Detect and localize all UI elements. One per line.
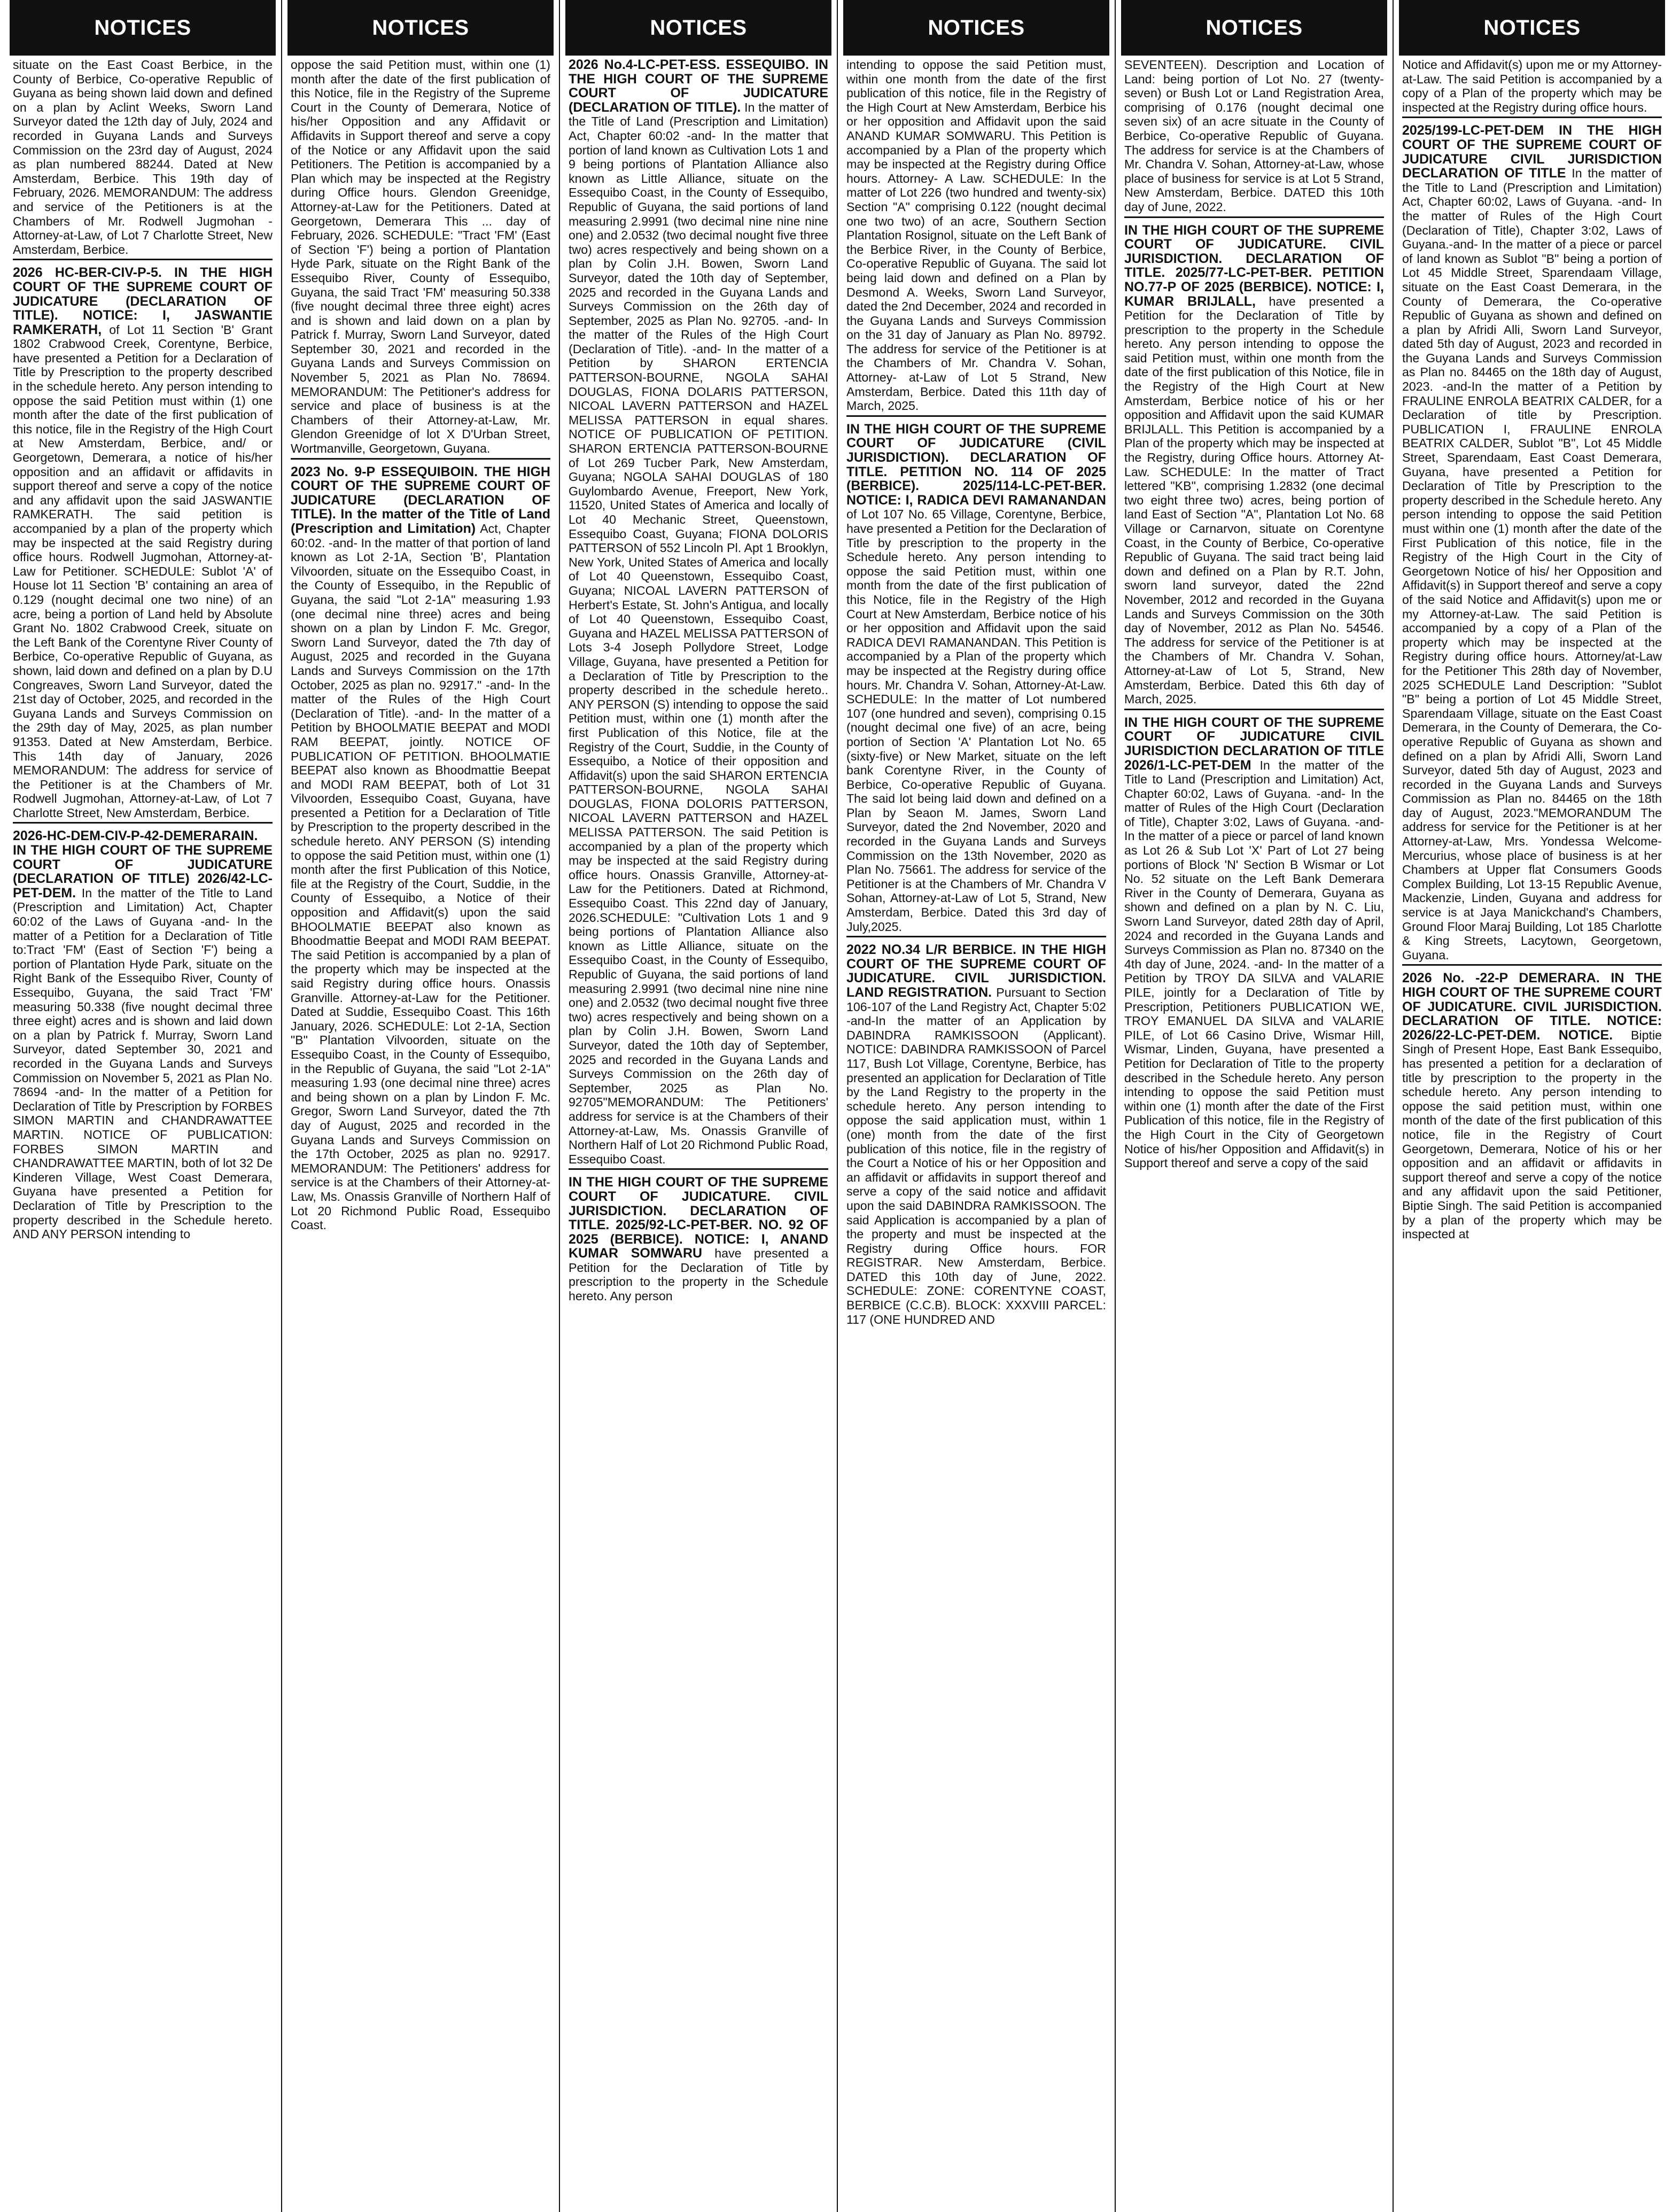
column-header: NOTICES [843,0,1109,56]
legal-notice [1124,58,1384,218]
notices-column-5 [1121,0,1387,2212]
notice-title: 2026 No.4-LC-PET-ESS. ESSEQUIBO. IN THE HIGH COURT OF THE SUPREME COURT OF JUDICATURE (DECLARATION OF TITLE). [569,57,828,115]
notices-column-3 [565,0,831,2212]
legal-notice [1402,971,1662,1243]
notice-title: IN THE HIGH COURT OF THE SUPREME COURT OF JUDICATURE CIVIL JURISDICTION DECLARATION OF TITLE 2026/1-LC-PET-DEM [1124,715,1384,773]
column-body [287,56,554,1235]
legal-notice [569,58,828,1170]
notice-title: 2022 NO.34 L/R BERBICE. IN THE HIGH COURT OF THE SUPREME COURT OF JUDICATURE. CIVIL JURISDICTION. LAND REGISTRATION. [846,942,1106,1000]
column-header: NOTICES [1399,0,1665,56]
column-divider [1115,0,1116,2212]
notice-text: situate on the East Coast Berbice, in the County of Berbice, Co-operative Republic of Guyana as being shown laid down and defined on a plan by Aclint Weeks, Sworn Land Surveyor dated the 12th day of July, 2024 and recorded in Guyana Lands and Surveys Commission on the 23rd day of August, 2024 as plan numbered 88244. Dated at New Amsterdam, Berbice. This 19th day of February, 2026. MEMORANDUM: The address and service of the Petitioners is at the Chambers of Mr. Rodwell Jugmohan - Attorney-at-Law, of Lot 7 Charlotte Street, New Amsterdam, Berbice. [13,58,273,257]
column-divider [559,0,560,2212]
legal-notice [846,422,1106,937]
legal-notice [846,58,1106,417]
notice-text: In the matter of the Title of Land (Prescription and Limitation) Act, Chapter 60:02 -and- In the matter that portion of land known as Cultivation Lots 1 and 9 being portions of Plantation Alliance also known as Little Alliance, situate on the Essequibo Coast, in the County of Essequibo, Republic of Guyana, the said portions of land measuring 2.9991 (two decimal nine nine nine one) and 2.0532 (two decimal nought five three two) acres respectively and being shown on a plan by Colin J.H. Bowen, Sworn Land Surveyor, dated the 10th day of September, 2025 and recorded in the Guyana Lands and Surveys Commission on the 26th day of September, 2025 as Plan No. 92705. -and- In the matter of the Rules of the High Court (Declaration of Title). -and- In the matter of a Petition by SHARON ERTENCIA PATTERSON-BOURNE, NGOLA SAHAI DOUGLAS, FIONA DOLARIS PATTERSON, NICOAL LAVERN PATTERSON and HAZEL MELISSA PATTERSON in equal shares. NOTICE OF PUBLICATION OF PETITION. SHARON ERTENCIA PATTERSON-BOURNE of Lot 269 Tucber Park, New Amsterdam, Guyana; NGOLA SAHAI DOUGLAS of 180 Guylombardo Avenue, Freeport, New York, 11520, United States of America and locally of Lot 40 Mechanic Street, Queenstown, Essequibo Coast, Guyana; FIONA DOLORIS PATTERSON of 552 Lincoln Pl. Apt 1 Brooklyn, New York, United States of America and locally of Lot 40 Queenstown, Essequibo Coast, Guyana; NICOAL LAVERN PATTERSON of Herbert's Estate, St. John's Antigua, and locally of Lot 40 Queenstown, Essequibo Coast, Guyana and HAZEL MELISSA PATTERSON of Lots 3-4 Joseph Pollydore Street, Lodge Village, Guyana, have presented a Petition for a Declaration of Title by Prescription to the property described in the schedule hereto.. ANY PERSON (S) intending to oppose the said Petition must, within one (1) month after the first Publication of this Notice, file at the Registry of the Court, Suddie, in the County of Essequibo, a Notice of their opposition and Affidavit(s) upon the said SHARON ERTENCIA PATTERSON-BOURNE, NGOLA SAHAI DOUGLAS, FIONA DOLORIS PATTERSON, NICOAL LAVERN PATTERSON and HAZEL MELISSA PATTERSON. The said Petition is accompanied by a plan of the property which may be inspected at the said Registry during office hours. Onassis Granville, Attorney-at-Law for the Petitioners. Dated at Richmond, Essequibo Coast. This 22nd day of January, 2026.SCHEDULE: "Cultivation Lots 1 and 9 being portions of Plantation Alliance also known as Little Alliance, situate on the Essequibo Coast, in the County of Essequibo, Republic of Guyana, the said portions of land measuring 2.9991 (two decimal nine nine nine one) and 2.0532 (two decimal nought five three two) acres respectively and being shown on a plan by Colin J.H. Bowen, Sworn Land Surveyor, dated the 10th day of September, 2025 and recorded in the Guyana Lands and Surveys Commission on the 26th day of September, 2025 as Plan No. 92705"MEMORANDUM: The Petitioners' address for service is at the Chambers of their Attorney-at-Law, Ms. Onassis Granville of Northern Half of Lot 20 Richmond Public Road, Essequibo Coast. [569,100,828,1166]
notice-text: have presented a Petition for the Declaration of Title by prescription to the property in the Schedule hereto. Any person [569,1246,828,1303]
legal-notice [13,58,273,260]
notices-column-2 [287,0,554,2212]
notice-title: IN THE HIGH COURT OF THE SUPREME COURT OF JUDICATURE. CIVIL JURISDICTION. DECLARATION OF TITLE. 2025/92-LC-PET-BER. NO. 92 OF 2025 (BERBICE). NOTICE: I, ANAND KUMAR SOMWARU [569,1175,828,1261]
legal-notice [1402,123,1662,966]
column-header: NOTICES [565,0,831,56]
notice-text: intending to oppose the said Petition must, within one month from the date of the first publication of this notice, file in the Registry of the High Court at New Amsterdam, Berbice his or her opposition and Affidavit upon the said ANAND KUMAR SOMWARU. This Petition is accompanied by a Plan of the property which may be inspected at the Registry during Office hours. Attorney- A Law. SCHEDULE: In the matter of Lot 226 (two hundred and twenty-six) Section "A" comprising 0.122 (nought decimal one two two) of an acre, Southern Section Plantation Rosignol, situate on the Left Bank of the Berbice River, in the County of Berbice, Co-operative Republic of Guyana. The said lot being laid down and defined on a Plan by Desmond A. Weeks, Sworn Land Surveyor, dated the 2nd December, 2024 and recorded in the Guyana Lands and Surveys Commission on the 31 day of January as Plan No. 89792. The address for service of the Petitioner is at the Chambers of Mr. Chandra V. Sohan, Attorney- at-Law of Lot 5 Strand, New Amsterdam, Berbice. Dated this 11th day of March, 2025. [846,58,1106,413]
column-divider [281,0,282,2212]
column-body [1121,56,1387,1173]
notice-title: IN THE HIGH COURT OF THE SUPREME COURT OF JUDICATURE. CIVIL JURISDICTION. DECLARATION OF TITLE. 2025/77-LC-PET-BER. PETITION NO.77-P OF 2025 (BERBICE). NOTICE: I, KUMAR BRIJLALL, [1124,222,1384,309]
notices-column-6 [1399,0,1665,2212]
legal-notice [291,58,550,460]
notice-text: of Lot 107 No. 65 Village, Corentyne, Berbice, have presented a Petition for the Declaration of Title by prescription to the property in the Schedule hereto. Any person intending to oppose the said Petition must, within one month from the date of the first publication of this Notice, file in the Registry of the High Court at New Amsterdam, Berbice notice of his or her opposition and Affidavit upon the said RADICA DEVI RAMANANDAN. This Petition is accompanied by a Plan of the property which may be inspected at the Registry during office hours. Mr. Chandra V. Sohan, Attorney-At-Law. SCHEDULE: In the matter of Lot numbered 107 (one hundred and seven), comprising 0.15 (nought decimal one five) of an acre, being portion of Section 'A' Plantation Lot No. 65 (sixty-five) or New Market, situate on the left bank Corentyne River, in the County of Berbice, Co-operative Republic of Guyana. The said lot being laid down and defined on a Plan by Seaon M. James, Sworn Land Surveyor, dated the 2nd November, 2020 and recorded in the Guyana Lands and Surveys Commission on the 13th November, 2020 as Plan No. 75661. The address for service of the Petitioner is at the Chambers of Mr. Chandra V Sohan, Attorney-at-Law of Lot 5, Strand, New Amsterdam, Berbice. Dated this 3rd day of July,2025. [846,507,1106,934]
legal-notice [13,266,273,824]
notice-text: Notice and Affidavit(s) upon me or my Attorney-at-Law. The said Petition is accompanied by a copy of a Plan of the property which may be inspected at the Registry during office hours. [1402,58,1662,114]
legal-notice [569,1175,828,1305]
legal-notice [1402,58,1662,118]
notice-text: Biptie Singh of Present Hope, East Bank Essequibo, has presented a petition for a declaration of title by prescription to the property in the schedule hereto. Any person intending to oppose the said petition must, within one month of the date of the first publication of this notice, file in the Registry of Court Georgetown, Demerara, Notice of his or her opposition and an affidavit or affidavits in support thereof and serve a copy of the notice and any affidavit upon the said Petitioner, Biptie Singh. The said Petition is accompanied by a plan of the property which may be inspected at [1402,1028,1662,1241]
notice-title: 2025/199-LC-PET-DEM IN THE HIGH COURT OF THE SUPREME COURT OF JUDICATURE CIVIL JURISDICTION DECLARATION OF TITLE [1402,123,1662,181]
column-body [1399,56,1665,1244]
notice-text: Act, Chapter 60:02. -and- In the matter of that portion of land known as Lot 2-1A, Section 'B', Plantation Vilvoorden, situate on the Essequibo Coast, in the County of Essequibo, in the Republic of Guyana, the said "Lot 2-1A" measuring 1.93 (one decimal nine three) acres and being shown on a plan by Lindon F. Mc. Gregor, Sworn Land Surveyor, dated the 7th day of August, 2025 and recorded in the Guyana Lands and Surveys Commission on the 17th October, 2025 as plan no. 92917." -and- In the matter of the Rules of the High Court (Declaration of Title). -and- In the matter of a Petition by BHOOLMATIE BEEPAT and MODI RAM BEEPAT, jointly. NOTICE OF PUBLICATION OF PETITION. BHOOLMATIE BEEPAT also known as Bhoodmattie Beepat and MODI RAM BEEPAT, both of Lot 31 Vilvoorden, Essequibo Coast, Guyana, have presented a Petition for a Declaration of Title by Prescription to the property described in the schedule hereto. ANY PERSON (S) intending to oppose the said Petition must, within one (1) month after the first Publication of this Notice, file at the Registry of the Court, Suddie, in the County of Essequibo, a Notice of their opposition and Affidavit(s) upon the said BHOOLMATIE BEEPAT also known as Bhoodmattie Beepat and MODI RAM BEEPAT. The said Petition is accompanied by a plan of the property which may be inspected at the said Registry during office hours. Onassis Granville. Attorney-at-Law for the Petitioner. Dated at Suddie, Essequibo Coast. This 16th January, 2026. SCHEDULE: Lot 2-1A, Section "B" Plantation Vilvoorden, situate on the Essequibo Coast, in the County of Essequibo, in the Republic of Guyana, the said "Lot 2-1A" measuring 1.93 (one decimal nine three) acres and being shown on a plan by Lindon F. Mc. Gregor, Sworn Land Surveyor, dated the 7th day of August, 2025 and recorded in the Guyana Lands and Surveys Commission on the 17th October, 2025 as plan no. 92917. MEMORANDUM: The Petitioners' address for service is at the Chambers of their Attorney-at-Law, Ms. Onassis Granville of Northern Half of Lot 20 Richmond Public Road, Essequibo Coast. [291,522,550,1232]
column-header: NOTICES [287,0,554,56]
column-header: NOTICES [1121,0,1387,56]
column-divider [837,0,838,2212]
column-header: NOTICES [10,0,276,56]
notice-text: In the matter of the Title to Land (Prescription and Limitation) Act, Chapter 60:02 of the Laws of Guyana -and- In the matter of a Petition for a Declaration of Title to:Tract 'FM' (East of Section 'F') being a portion of Plantation Hyde Park, situate on the Right Bank of the Essequibo River, County of Essequibo, Guyana, the said Tract 'FM' measuring 50.338 (five nought decimal three three eight) acres and is shown and laid down on a plan by Patrick f. Murray, Sworn Land Surveyor, dated September 30, 2021 and recorded in the Guyana Lands and Surveys Commission on November 5, 2021 as Plan No. 78694 -and- In the matter of a Petition for Declaration of Title by Prescription by FORBES SIMON MARTIN and CHANDRAWATTEE MARTIN. NOTICE OF PUBLICATION: FORBES SIMON MARTIN and CHANDRAWATTEE MARTIN, both of lot 32 De Kinderen Village, West Coast Demerara, Guyana have presented a Petition for Declaration of Title by Prescription to the property described in the Schedule hereto. AND ANY PERSON intending to [13,886,273,1241]
legal-notice [1124,716,1384,1173]
notices-column-4 [843,0,1109,2212]
legal-notice [291,465,550,1235]
notices-column-1 [10,0,276,2212]
notice-text: oppose the said Petition must, within one (1) month after the date of the first publication of this Notice, file in the Registry of the Supreme Court in the County of Demerara, Notice of his/her Opposition and any Affidavit or Affidavits in Support thereof and serve a copy of the Notice or any Affidavit upon the said Petitioners. The Petition is accompanied by a Plan which may be inspected at the Registry during Office hours. Glendon Greenidge, Attorney-at-Law for the Petitioners. Dated at Georgetown, Demerara This ... day of February, 2026. SCHEDULE: "Tract 'FM' (East of Section 'F') being a portion of Plantation Hyde Park, situate on the Right Bank of the Essequibo River, County of Essequibo, Guyana, the said Tract 'FM' measuring 50.338 (five nought decimal three three eight) acres and is shown and laid down on a plan by Patrick f. Murray, Sworn Land Surveyor, dated September 30, 2021 and recorded in the Guyana Lands and Surveys Commission on November 5, 2021 as Plan No. 78694. MEMORANDUM: The Petitioner's address for service and place of business is at the Chambers of their Attorney-at-Law, Mr. Glendon Greenidge of lot X D'Urban Street, Wortmanville, Georgetown, Guyana. [291,58,550,456]
notice-text: of Lot 11 Section 'B' Grant 1802 Crabwood Creek, Corentyne, Berbice, have presented a Petition for a Declaration of Title by Prescription to the property described in the schedule hereto. Any person intending to oppose the said Petition must within (1) one month after the date of the first publication of this notice, file in the Registry of the High Court at New Amsterdam, Berbice, and/ or Georgetown, Demerara, a notice of his/her opposition and an affidavit or affidavits in support thereof and serve a copy of the notice and any affidavit upon the said JASWANTIE RAMKERATH. The said petition is accompanied by a plan of the property which may be inspected at the said Registry during office hours. Rodwell Jugmohan, Attorney-at-Law for Petitioner. SCHEDULE: Sublot 'A' of House lot 11 Section 'B' containing an area of 0.129 (nought decimal one two nine) of an acre, being a portion of Land held by Absolute Grant No. 1802 Crabwood Creek, situate on the Left Bank of the Corentyne River County of Berbice, Co-operative Republic of Guyana, as shown, laid down and defined on a plan by D.U Congreaves, Sworn Land Surveyor, dated the 21st day of October, 2025, and recorded in the Guyana Lands and Surveys Commission on the 29th day of May, 2025, as plan number 91353. Dated at New Amsterdam, Berbice. This 14th day of January, 2026 MEMORANDUM: The address for service of the Petitioner is at the Chambers of Mr. Rodwell Jugmohan, Attorney-at-Law, of Lot 7 Charlotte Street, New Amsterdam, Berbice. [13,322,273,820]
column-body [565,56,831,1306]
notice-title: 2023 No. 9-P ESSEQUIBOIN. THE HIGH COURT OF THE SUPREME COURT OF JUDICATURE (DECLARATION OF TITLE). In the matter of the Title of Land (Prescription and Limitation) [291,464,550,536]
column-body [843,56,1109,1329]
notice-text: have presented a Petition for the Declaration of Title by prescription to the property in the Schedule hereto. Any person intending to oppose the said Petition must, within one month from the date of the first publication of this Notice, file in the Registry of the High Court at New Amsterdam, Berbice notice of his or her opposition and Affidavit upon the said KUMAR BRIJLALL. This Petition is accompanied by a Plan of the property which may be inspected at the Registry, during Office hours. Attorney At-Law. SCHEDULE: In the matter of Tract lettered "KB", comprising 1.2832 (one decimal two eight three two) acres, being portion of land East of Section "A", Plantation Lot No. 68 Village or Carnarvon, situate on Corentyne Coast, in the County of Berbice, Co-operative Republic of Guyana. The said tract being laid down and defined on a Plan by R.T. John, sworn land surveyor, dated the 22nd November, 2012 and recorded in the Guyana Lands and Surveys Commission on the 30th day of November, 2012 as Plan No. 54546. The address for service of the Petitioner is at the Chambers of Mr. Chandra V. Sohan, Attorney-at-Law of Lot 5, Strand, New Amsterdam, Berbice. Dated this 6th day of March, 2025. [1124,294,1385,707]
legal-notice [13,829,273,1243]
notice-title: 2026 No. -22-P DEMERARA. IN THE HIGH COURT OF THE SUPREME COURT OF JUDICATURE. CIVIL JURISDICTION. DECLARATION OF TITLE. NOTICE: 2026/22-LC-PET-DEM. NOTICE. [1402,971,1662,1043]
legal-notice [1124,223,1384,710]
notice-text: Pursuant to Section 106-107 of the Land Registry Act, Chapter 5:02 -and-In the matter of an Application by DABINDRA RAMKISSOON (Applicant). NOTICE: DABINDRA RAMKISSOON of Parcel 117, Bush Lot Village, Corentyne, Berbice, has presented an application for Declaration of Title by the Land Registry to the property in the schedule hereto. Any person intending to oppose the said application must, within 1 (one) month from the date of the first publication of this notice, file in the registry of the Court a Notice of his or her Opposition and an affidavit or affidavits in support thereof and serve a copy of the said notice and affidavit upon the said DABINDRA RAMKISSOON. The said Application is accompanied by a plan of the property and must be inspected at the Registry during Office hours. FOR REGISTRAR. New Amsterdam, Berbice. DATED this 10th day of June, 2022. SCHEDULE: ZONE: CORENTYNE COAST, BERBICE (C.C.B). BLOCK: XXXVIII PARCEL: 117 (ONE HUNDRED AND [846,985,1106,1326]
notice-text: SEVENTEEN). Description and Location of Land: being portion of Lot No. 27 (twenty-seven) or Bush Lot or Land Registration Area, comprising of 0.176 (nought decimal one seven six) of an acre situate in the County of Berbice, Co-operative Republic of Guyana. The address for service is at the Chambers of Mr. Chandra V. Sohan, Attorney-at-Law, whose place of business for service is at Lot 5 Strand, New Amsterdam, Berbice. DATED this 10th day of June, 2022. [1124,58,1384,214]
legal-notice [846,943,1106,1329]
notice-title: 2026 HC-BER-CIV-P-5. IN THE HIGH COURT OF THE SUPREME COURT OF JUDICATURE (DECLARATION OF TITLE). NOTICE: I, JASWANTIE RAMKERATH, [13,265,273,337]
notice-text: In the matter of the Title to Land (Prescription and Limitation) Act, Chapter 60:02, Laws of Guyana. -and- In the matter of Rules of the High Court (Declaration of Title), Chapter 3:02, Laws of Guyana. -and- In the matter of a piece or parcel of land known as Lot 26 & Sub Lot 'X' Part of Lot 27 being portions of Block 'N' Section B Wismar or Lot No. 52 situate on the Left Bank Demerara River in the County of Demerara, Guyana as shown and defined on a plan by N. C. Liu, Sworn Land Surveyor, dated 28th day of April, 2024 and recorded in the Guyana Lands and Surveys Commission as Plan no. 87340 on the 4th day of June, 2024. -and- In the matter of a Petition by TROY DA SILVA and VALARIE PILE, jointly for a Declaration of Title by Prescription, Petitioners PUBLICATION WE, TROY EMANUEL DA SILVA and VALARIE PILE, of Lot 66 Casino Drive, Wismar Hill, Wismar, Linden, Guyana, have presented a Petition for Declaration of Title to the property described in the Schedule hereto. Any person intending to oppose the said Petition must within one (1) month after the date of the First Publication of this notice, file in the Registry of the High Court in the City of Georgetown Notice of his/her Opposition and Affidavit(s) in Support thereof and serve a copy of the said [1124,758,1384,1170]
notice-title: IN THE HIGH COURT OF THE SUPREME COURT OF JUDICATURE (CIVIL JURISDICTION). DECLARATION OF TITLE. PETITION NO. 114 OF 2025 (BERBICE). 2025/114-LC-PET-BER. NOTICE: I, RADICA DEVI RAMANANDAN [846,421,1106,508]
notice-text: In the matter of the Title to Land (Prescription and Limitation) Act, Chapter 60:02, Laws of Guyana. -and- In the matter of Rules of the High Court (Declaration of Title), Chapter 3:02, Laws of Guyana.-and- In the matter of a piece or parcel of land known as Sublot "B" being a portion of Lot 45 Middle Street, Sparendaam Village, situate on the East Coast Demerara, in the County of Demerara, the Co-operative Republic of Guyana as shown and defined on a plan by Afridi Alli, Sworn Land Surveyor, dated 5th day of August, 2023 and recorded in the Guyana Lands and Surveys Commission as Plan no. 84465 on the 18th day of August, 2023. -and-In the matter of a Petition by FRAULINE ENROLA BEATRIX CALDER, for a Declaration of title by Prescription. PUBLICATION I, FRAULINE ENROLA BEATRIX CALDER, Sublot "B", Lot 45 Middle Street, Sparendaam, East Coast Demerara, Guyana, have presented a Petition for Declaration of Title by Prescription to the property described in the Schedule hereto. Any person intending to oppose the said Petition must within one (1) month after the date of the First Publication of this notice, file in the Registry of the High Court in the City of Georgetown Notice of his/ her Opposition and Affidavit(s) in Support thereof and serve a copy of the said Notice and Affidavit(s) upon me or my Attorney-at-Law. The said Petition is accompanied by a copy of a Plan of the property which may be inspected at the Registry during office hours. Attorney/at-Law for the Petitioner This 28th day of November, 2025 SCHEDULE Land Description: "Sublot "B" being a portion of Lot 45 Middle Street, Sparendaam Village, situate on the East Coast Demerara, in the County of Demerara, the Co-operative Republic of Guyana as shown and defined on a plan by Afridi Alli, Sworn Land Surveyor, dated 5th day of August, 2023 and recorded in the Guyana Lands and Surveys Commission as Plan no. 84465 on the 18th day of August, 2023."MEMORANDUM The address for service for the Petitioner is at her Attorney-at-Law, Mrs. Yondessa Welcome-Mercurius, whose place of business is at her Chambers at Upper flat Consumers Goods Complex Building, Lot 13-15 Republic Avenue, Mackenzie, Linden, Guyana and address for service is at Jaya Manickchand's Chambers, Ground Floor Maraj Building, Lot 185 Charlotte & King Streets, Lacytown, Georgetown, Guyana. [1402,166,1662,962]
notice-title: 2026-HC-DEM-CIV-P-42-DEMERARAIN. IN THE HIGH COURT OF THE SUPREME COURT OF JUDICATURE (DECLARATION OF TITLE) 2026/42-LC-PET-DEM. [13,828,273,901]
column-divider [1393,0,1394,2212]
column-body [10,56,276,1244]
